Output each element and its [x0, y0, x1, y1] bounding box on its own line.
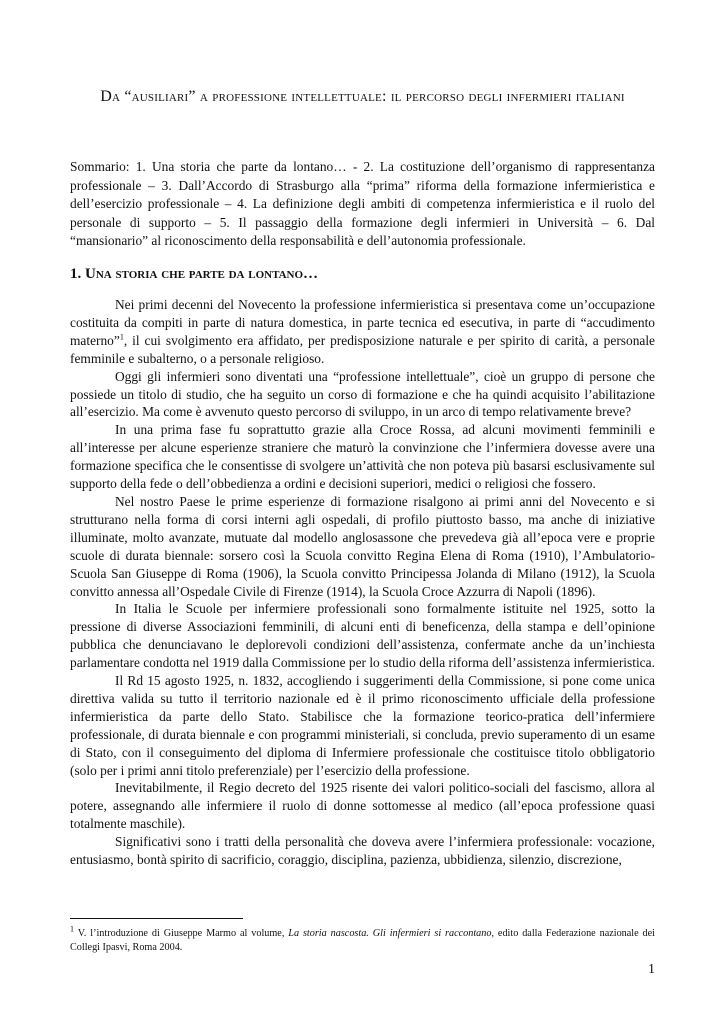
- paragraph: Nel nostro Paese le prime esperienze di formazione risalgono ai primi anni del Novecento e si strutturano nella forma di corsi interni agli ospedali, di profilo piuttosto basso, ma anche di iniziative illuminate, molto avanzate, mutuate dal modello anglosassone che prevedeva già all’epoca vere e proprie scuole di durata biennale: sorsero così la Scuola convitto Regina Elena di Roma (1910), l’Ambulatorio-Scuola San Giuseppe di Roma (1906), la Scuola convitto Principessa Jolanda di Milano (1912), la Scuola convitto annessa all’Ospedale Civile di Firenze (1914), la Scuola Croce Azzurra di Napoli (1896).: [70, 493, 655, 599]
- footnote-ref[interactable]: 1: [119, 332, 124, 342]
- section-heading: 1. Una storia che parte da lontano…: [70, 266, 319, 282]
- body-text: [70, 296, 655, 869]
- paragraph-text: , il cui svolgimento era affidato, per predisposizione naturale e per spirito di carità, a personale femminile e subalterno, o a personale religioso.: [70, 332, 655, 366]
- paragraph: Oggi gli infermieri sono diventati una “professione intellettuale”, cioè un gruppo di persone che possiede un titolo di studio, che ha seguito un corso di formazione e che ha quindi acquisito l’abilitazione all’esercizio. Ma come è avvenuto questo percorso di sviluppo, in un arco di tempo relativamente breve?: [70, 368, 655, 420]
- footnote-text: V. l’introduzione di Giuseppe Marmo al volume,: [74, 928, 289, 939]
- summary: Sommario: 1. Una storia che parte da lontano… - 2. La costituzione dell’organismo di rappresentanza professionale – 3. Dall’Accordo di Strasburgo alla “prima” riforma della formazione infermieristica e dell’esercizio professionale – 4. La definizione degli ambiti di competenza infermieristica e il ruolo del personale di supporto – 5. Il passaggio della formazione degli infermieri in Università – 6. Dal “mansionario” al riconoscimento della responsabilità e dell’autonomia professionale.: [70, 159, 655, 249]
- footnote-text: , edito dalla Federazione nazionale dei Collegi Ipasvi, Roma 2004.: [70, 928, 656, 953]
- paragraph: In Italia le Scuole per infermiere professionali sono formalmente istituite nel 1925, sotto la pressione di diverse Associazioni femminili, di alcuni enti di beneficenza, della stampa e dell’opinione pubblica che denunciavano le deplorevoli condizioni dell’assistenza, confermate anche da un’inchiesta parlamentare condotta nel 1919 dalla Commissione per lo studio della riforma dell’assistenza infermieristica.: [70, 601, 655, 671]
- paragraph: Il Rd 15 agosto 1925, n. 1832, accogliendo i suggerimenti della Commissione, si pone come unica direttiva valida su tutto il territorio nazionale ed è il primo riconoscimento ufficiale della professione infermieristica da parte dello Stato. Stabilisce che la formazione teorico-pratica dell’infermiere professionale, di durata biennale e con programmi ministeriali, si concluda, previo superamento di un esame di Stato, con il conseguimento del diploma di Infermiere professionale che costituisce titolo obbligatorio (solo per i primi anni titolo preferenziale) per l’esercizio della professione.: [70, 673, 655, 778]
- footnote-book-title: La storia nascosta. Gli infermieri si raccontano: [288, 928, 492, 939]
- page-number: 1: [648, 962, 655, 977]
- paragraph: Significativi sono i tratti della personalità che doveva avere l’infermiera professionale: vocazione, entusiasmo, bontà spirito di sacrificio, coraggio, disciplina, pazienza, ubbidienza, silenzio, discrezione,: [70, 834, 655, 868]
- footnote-marker: 1: [70, 924, 74, 934]
- paragraph: Inevitabilmente, il Regio decreto del 1925 risente dei valori politico-sociali del fascismo, allora al potere, assegnando alle infermiere il ruolo di donne sottomesse al medico (all’epoca professione quasi totalmente maschile).: [70, 780, 655, 832]
- paragraph: In una prima fase fu soprattutto grazie alla Croce Rossa, ad alcuni movimenti femminili e all’interesse per alcune esperienze straniere che maturò la convinzione che l’infermiera dovesse avere una formazione specifica che le consentisse di svolgere un’attività che non poteva più basarsi esclusivamente sul supporto della fede o dell’obbedienza a ordini e decisioni superiori, medici o religiosi che fossero.: [70, 422, 655, 492]
- document-title: Da “ausiliari” a professione intellettuale: il percorso degli infermieri italiani: [100, 88, 625, 105]
- paragraph-text: Nei primi decenni del Novecento la professione infermieristica si presentava come un’occupazione costituita da compiti in parte di natura domestica, in parte tecnica ed esecutiva, in parte di “accudimento materno”: [70, 297, 655, 348]
- footnote: [70, 924, 656, 955]
- paragraph: [70, 296, 655, 368]
- footnote-divider: [70, 918, 243, 919]
